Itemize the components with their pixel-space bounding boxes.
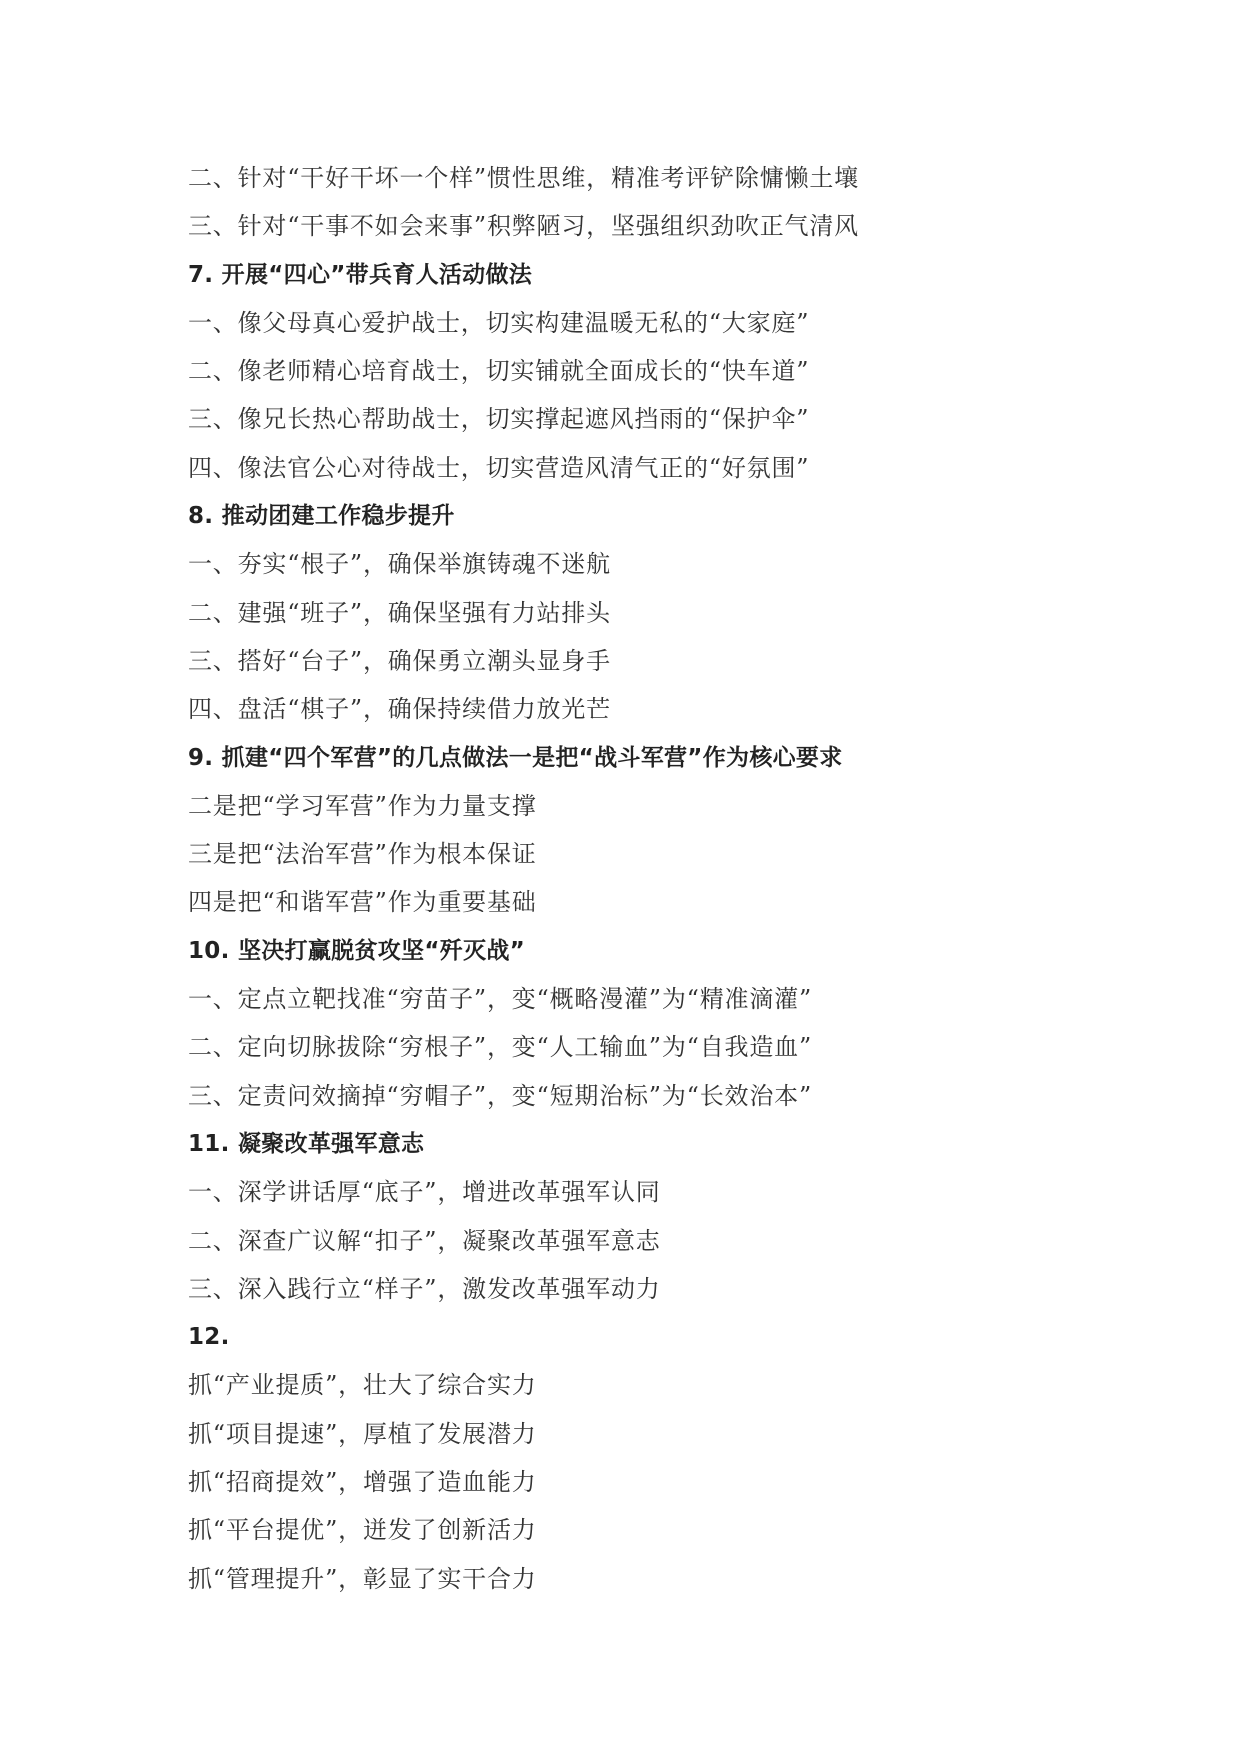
list-item: 四、像法官公心对待战士，切实营造风清气正的“好氛围” bbox=[188, 453, 810, 482]
list-item: 抓“招商提效”，增强了造血能力 bbox=[188, 1468, 537, 1497]
list-item: 三、像兄长热心帮助战士，切实撑起遮风挡雨的“保护伞” bbox=[188, 405, 810, 434]
list-item: 抓“平台提优”，迸发了创新活力 bbox=[188, 1516, 537, 1545]
list-item: 一、夯实“根子”，确保举旗铸魂不迷航 bbox=[188, 550, 611, 579]
list-item: 三、定责问效摘掉“穷帽子”，变“短期治标”为“长效治本” bbox=[188, 1081, 813, 1110]
list-item: 四、盘活“棋子”，确保持续借力放光芒 bbox=[188, 695, 611, 724]
section-heading: 9. 抓建“四个军营”的几点做法一是把“战斗军营”作为核心要求 bbox=[188, 744, 843, 771]
list-item: 二是把“学习军营”作为力量支撑 bbox=[188, 791, 537, 820]
section-heading: 7. 开展“四心”带兵育人活动做法 bbox=[188, 261, 533, 288]
list-item: 抓“管理提升”，彰显了实干合力 bbox=[188, 1564, 537, 1593]
list-item: 二、深查广议解“扣子”，凝聚改革强军意志 bbox=[188, 1226, 661, 1255]
list-item: 二、定向切脉拔除“穷根子”，变“人工输血”为“自我造血” bbox=[188, 1033, 813, 1062]
list-item: 一、深学讲话厚“底子”，增进改革强军认同 bbox=[188, 1178, 661, 1207]
section-heading: 10. 坚决打赢脱贫攻坚“歼灭战” bbox=[188, 937, 526, 964]
list-item: 抓“产业提质”，壮大了综合实力 bbox=[188, 1371, 537, 1400]
list-item: 一、像父母真心爱护战士，切实构建温暖无私的“大家庭” bbox=[188, 308, 810, 337]
list-item: 四是把“和谐军营”作为重要基础 bbox=[188, 888, 537, 917]
list-item: 二、建强“班子”，确保坚强有力站排头 bbox=[188, 598, 611, 627]
section-heading: 8. 推动团建工作稳步提升 bbox=[188, 503, 455, 530]
list-item: 抓“项目提速”，厚植了发展潜力 bbox=[188, 1419, 537, 1448]
list-item: 二、像老师精心培育战士，切实铺就全面成长的“快车道” bbox=[188, 357, 810, 386]
list-item: 三是把“法治军营”作为根本保证 bbox=[188, 840, 537, 869]
list-item: 三、深入践行立“样子”，激发改革强军动力 bbox=[188, 1274, 661, 1303]
list-item: 三、搭好“台子”，确保勇立潮头显身手 bbox=[188, 646, 611, 675]
section-heading: 12. bbox=[188, 1324, 230, 1351]
list-item: 二、针对“干好干坏一个样”惯性思维，精准考评铲除慵懒土壤 bbox=[188, 164, 859, 192]
section-heading: 11. 凝聚改革强军意志 bbox=[188, 1130, 425, 1157]
document-body bbox=[188, 154, 1088, 1603]
list-item: 一、定点立靶找准“穷苗子”，变“概略漫灌”为“精准滴灌” bbox=[188, 985, 813, 1014]
list-item: 三、针对“干事不如会来事”积弊陋习，坚强组织劲吹正气清风 bbox=[188, 212, 859, 241]
